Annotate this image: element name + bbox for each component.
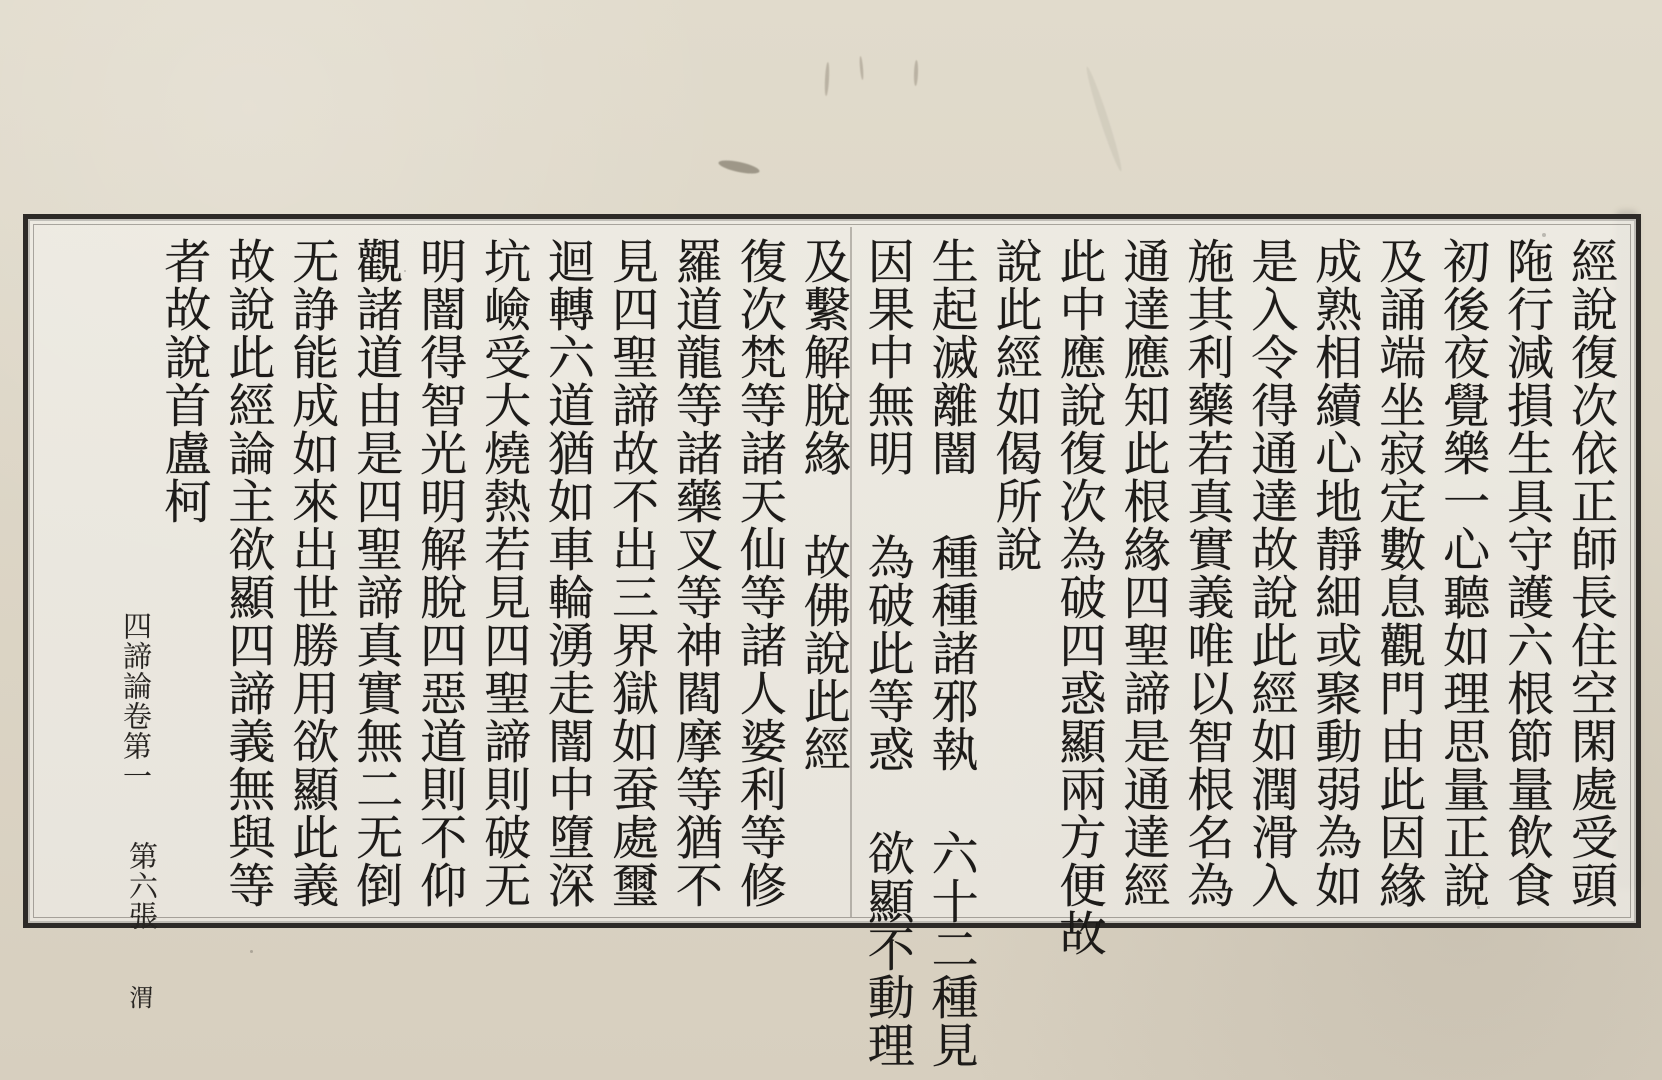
paper-fiber — [1083, 65, 1125, 172]
volume-title-label: 四諦論卷第一 — [119, 611, 153, 791]
paper-fiber — [859, 56, 864, 80]
text-column-12: 因果中無明 為破此等惑 欲顯不動理 — [859, 237, 915, 1069]
text-column-1: 經說復次依正師長住空閑處受頭 — [1563, 237, 1618, 909]
text-column-4: 及誦端坐寂定數息觀門由此因緣 — [1371, 237, 1427, 909]
text-column-14: 復次梵等諸天仙等諸人婆利等修 — [731, 237, 787, 909]
ink-speck — [1542, 233, 1546, 237]
printed-text-frame — [23, 214, 1641, 1069]
woodblock-mark-label: 渭 — [125, 985, 153, 1010]
text-column-2: 陁行減損生具守護六根節量飲食 — [1499, 237, 1555, 909]
paper-fiber — [914, 60, 919, 86]
paper-fiber — [717, 158, 760, 177]
paper-fiber — [824, 62, 830, 96]
text-column-7: 施其利藥若真實義唯以智根名為 — [1179, 237, 1235, 909]
text-column-6: 是入令得通達故說此經如潤滑入 — [1243, 237, 1299, 909]
ink-speck — [250, 950, 253, 953]
text-column-16: 見四聖諦故不出三界獄如蚕處璽 — [603, 237, 659, 909]
text-column-10: 說此經如偈所說 — [987, 237, 1043, 573]
text-column-9: 此中應說復次為破四惑顯兩方便故 — [1051, 237, 1107, 957]
text-column-8: 通達應知此根緣四聖諦是通達經 — [1115, 237, 1171, 909]
text-column-21: 无諍能成如來出世勝用欲顯此義 — [284, 237, 340, 909]
text-column-3: 初後夜覺樂一心聽如理思量正說 — [1435, 237, 1491, 909]
text-column-18: 坑嶮受大燒熱若見四聖諦則破无 — [476, 237, 532, 909]
text-column-23: 者故說首盧柯 — [156, 237, 212, 525]
text-column-13: 及繫解脫緣 故佛說此經 — [795, 237, 851, 773]
ink-speck — [404, 270, 406, 272]
text-columns — [156, 237, 1618, 1069]
text-column-22: 故說此經論主欲顯四諦義無與等 — [220, 237, 276, 909]
text-column-11: 生起滅離闇 種種諸邪執 六十二種見 — [923, 237, 979, 1069]
text-column-20: 觀諸道由是四聖諦真實無二无倒 — [348, 237, 404, 909]
text-column-15: 羅道龍等諸藥叉等神閻摩等猶不 — [667, 237, 723, 909]
text-column-5: 成熟相續心地靜細或聚動弱為如 — [1307, 237, 1363, 909]
sheet-number-label: 第六張 — [125, 841, 159, 931]
ink-speck — [1477, 906, 1480, 909]
text-column-17: 迴轉六道猶如車輪湧走闇中墮深 — [540, 237, 595, 909]
text-column-19: 明闇得智光明解脫四惡道則不仰 — [412, 237, 468, 909]
